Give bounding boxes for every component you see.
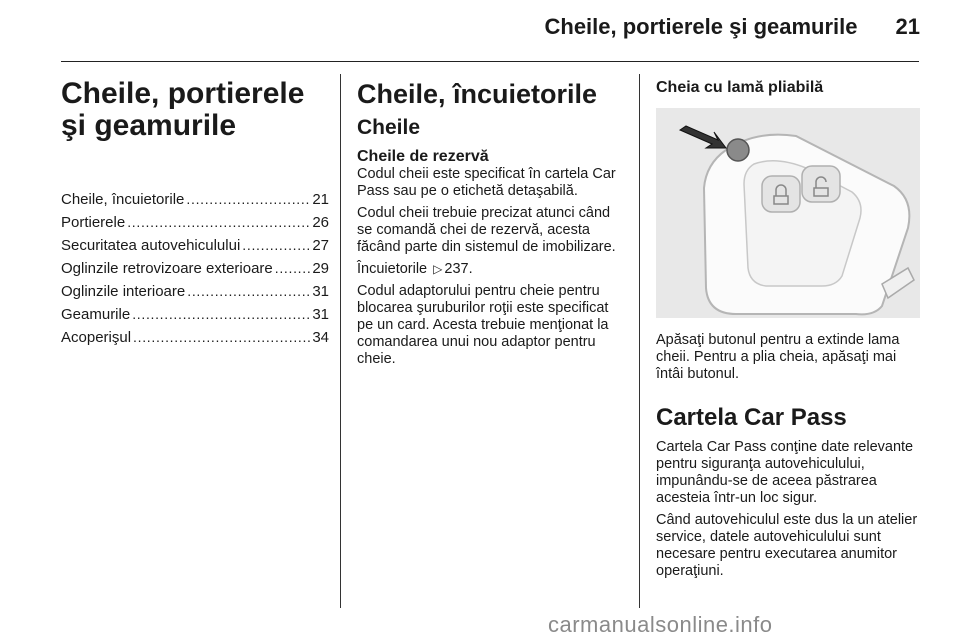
toc-entry[interactable] — [61, 326, 329, 349]
cross-reference-label: Încuietorile — [357, 261, 428, 277]
toc-entry-page: 27 — [312, 237, 329, 254]
folding-key-illustration — [656, 108, 920, 318]
paragraph: Codul cheii trebuie precizat atunci când se comandă chei de rezervă, acesta făcând parte din sistemul de imobilizare. — [357, 205, 616, 255]
toc-dot-leader — [133, 326, 310, 349]
toc-dot-leader — [187, 280, 310, 303]
paragraph: Cartela Car Pass conţine date relevante pentru siguranţa autovehiculului, impunându-se de aceea păstrarea acesteia într-un loc sigur. — [656, 439, 914, 506]
toc-entry-title: Geamurile — [61, 306, 131, 323]
paragraph: Codul cheii este specificat în cartela Car Pass sau pe o etichetă detaşabilă. — [357, 166, 616, 199]
column-divider — [340, 74, 341, 608]
section-title: Cheia cu lamă pliabilă — [656, 79, 824, 96]
toc-entry-page: 29 — [312, 260, 329, 277]
toc-dot-leader — [186, 188, 310, 211]
paragraph: Când autovehiculul este dus la un atelier service, datele autovehiculului sunt necesare pentru executarea anumitor operaţiuni. — [656, 512, 918, 579]
toc-entry[interactable] — [61, 234, 329, 257]
toc-entry-title: Oglinzile retrovizoare exterioare — [61, 260, 273, 277]
toc-entry[interactable] — [61, 188, 329, 211]
page-number: 21 — [895, 14, 920, 39]
toc-entry-title: Portierele — [61, 214, 126, 231]
running-title: Cheile, portierele şi geamurile — [544, 14, 858, 39]
content-column-right — [656, 78, 922, 585]
toc-dot-leader — [132, 303, 310, 326]
toc-dot-leader — [242, 234, 310, 257]
triangle-right-icon: ▷ — [433, 262, 443, 276]
toc-entry-page: 31 — [312, 283, 329, 300]
subsection-heading: Cheile — [357, 116, 421, 139]
toc-entry-page: 31 — [312, 306, 329, 323]
watermark: carmanualsonline.info — [548, 612, 773, 637]
chapter-title: Cheile, portierele şi geamurile — [61, 77, 305, 142]
toc-entry[interactable] — [61, 211, 329, 234]
toc-entry[interactable] — [61, 280, 329, 303]
toc-dot-leader — [275, 257, 311, 280]
toc-entry[interactable] — [61, 257, 329, 280]
toc-entry-title: Acoperişul — [61, 329, 132, 346]
cross-reference[interactable] — [357, 261, 625, 278]
toc-entry-title: Cheile, încuietorile — [61, 191, 185, 208]
toc-entry-page: 21 — [312, 191, 329, 208]
content-column-middle — [357, 78, 625, 373]
column-divider — [639, 74, 640, 608]
section-heading: Cheile, încuietorile — [357, 79, 598, 109]
section-heading: Cartela Car Pass — [656, 404, 847, 431]
toc-entry-page: 26 — [312, 214, 329, 231]
toc-entry-page: 34 — [312, 329, 329, 346]
key-fob-image — [656, 108, 920, 318]
subsubsection-heading: Cheile de rezervă — [357, 148, 489, 165]
figure-caption: Apăsaţi butonul pentru a extinde lama cheii. Pentru a plia cheia, apăsaţi mai întâi butonul. — [656, 332, 900, 382]
paragraph: Codul adaptorului pentru cheie pentru blocarea şuruburilor roţii este specificat pe un card. Acesta trebuie menţionat la comandarea unui nou adaptor pentru cheie. — [357, 283, 609, 367]
toc-entry[interactable] — [61, 303, 329, 326]
cross-reference-page[interactable]: 237. — [444, 261, 473, 277]
header-rule — [61, 61, 919, 62]
toc-entry-title: Securitatea autovehiculului — [61, 237, 241, 254]
toc-dot-leader — [127, 211, 310, 234]
toc-entry-title: Oglinzile interioare — [61, 283, 186, 300]
table-of-contents — [61, 188, 329, 349]
chapter-column — [61, 78, 329, 349]
running-header — [545, 14, 921, 40]
